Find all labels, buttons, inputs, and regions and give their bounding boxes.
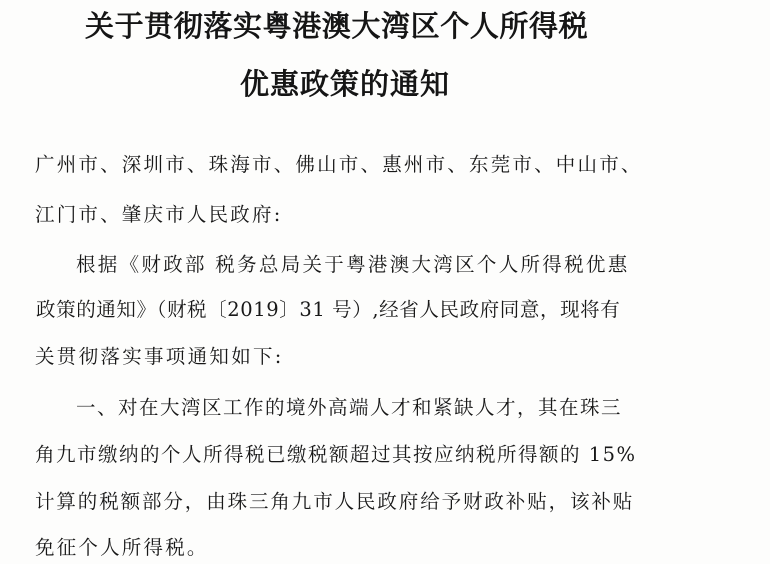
recipient-line-2: 江门市、肇庆市人民政府: [35, 203, 283, 226]
body-paragraph-line: 政策的通知》（财税〔2019〕31 号）,经省人民政府同意，现将有 [36, 298, 621, 321]
document-title-line-2: 优惠政策的通知 [240, 67, 451, 101]
body-paragraph-line: 角九市缴纳的个人所得税已缴税额超过其按应纳税所得额的 15% [35, 443, 637, 466]
body-paragraph-line: 计算的税额部分，由珠三角九市人民政府给予财政补贴，该补贴 [35, 490, 635, 513]
body-paragraph-line: 免征个人所得税。 [35, 536, 209, 559]
body-paragraph-line: 一、对在大湾区工作的境外高端人才和紧缺人才，其在珠三 [76, 396, 623, 419]
body-paragraph-line: 关贯彻落实事项通知如下: [35, 345, 284, 368]
recipient-line-1: 广州市、深圳市、珠海市、佛山市、惠州市、东莞市、中山市、 [35, 153, 643, 176]
document-title-line-1: 关于贯彻落实粤港澳大湾区个人所得税 [85, 9, 589, 43]
body-paragraph-line: 根据《财政部 税务总局关于粤港澳大湾区个人所得税优惠 [76, 253, 630, 276]
